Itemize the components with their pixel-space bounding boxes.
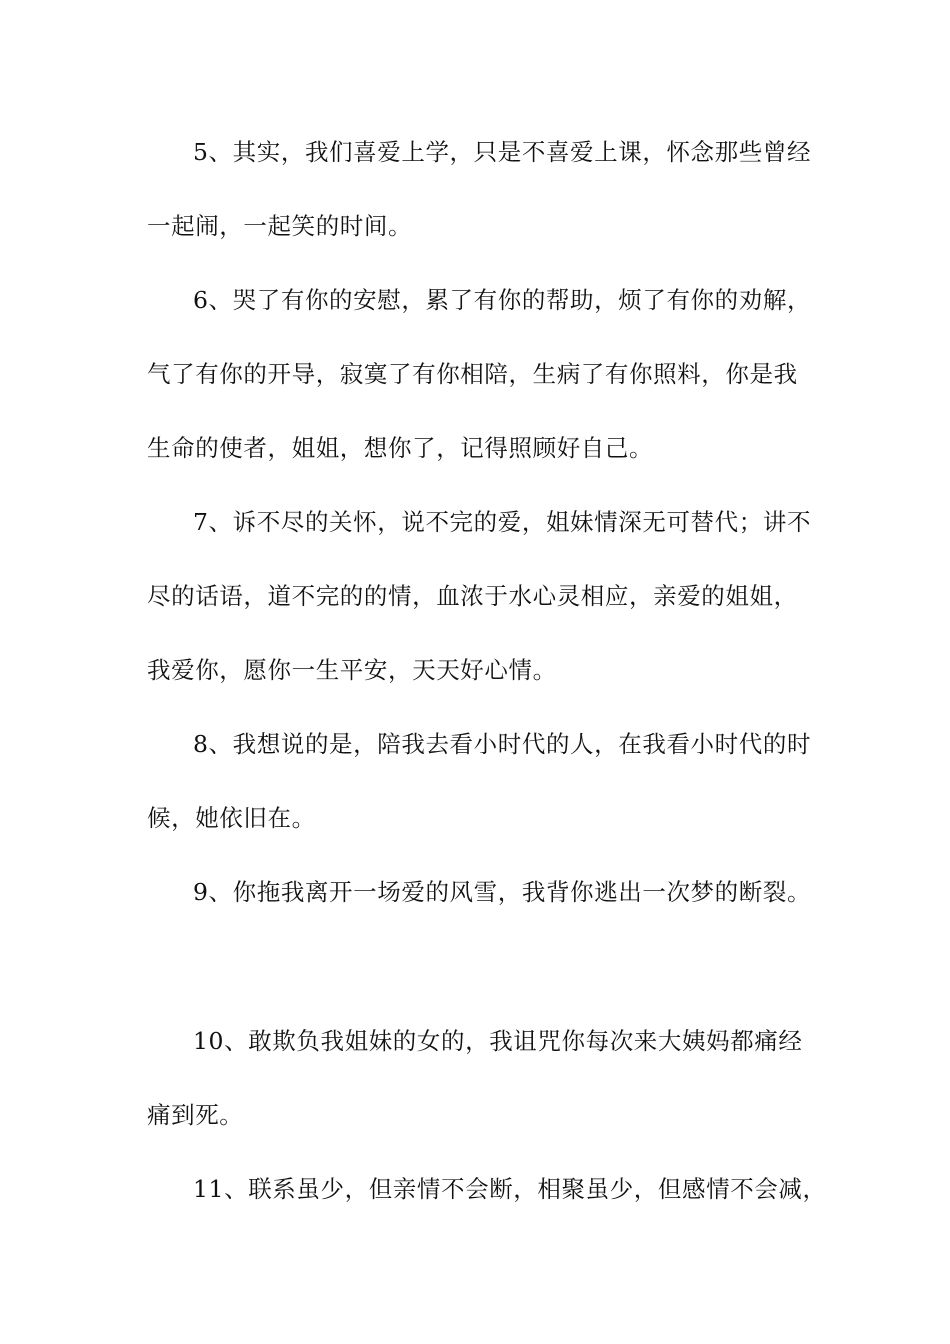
paragraph-10-line-2: 痛到死。 [147, 1101, 244, 1129]
paragraph-5-line-1: 5、其实，我们喜爱上学，只是不喜爱上课，怀念那些曾经 [193, 138, 812, 166]
paragraph-6-line-1: 6、哭了有你的安慰，累了有你的帮助，烦了有你的劝解， [193, 286, 812, 314]
paragraph-6-line-2: 气了有你的开导，寂寞了有你相陪，生病了有你照料，你是我 [147, 360, 798, 388]
paragraph-9-line-1: 9、你拖我离开一场爱的风雪，我背你逃出一次梦的断裂。 [193, 878, 812, 906]
paragraph-8-line-2: 候，她依旧在。 [147, 804, 316, 832]
paragraph-7-line-2: 尽的话语，道不完的的情，血浓于水心灵相应，亲爱的姐姐， [147, 582, 798, 610]
paragraph-10-line-1: 10、敢欺负我姐妹的女的，我诅咒你每次来大姨妈都痛经 [193, 1027, 803, 1055]
paragraph-5-line-2: 一起闹，一起笑的时间。 [147, 212, 413, 240]
paragraph-7-line-1: 7、诉不尽的关怀，说不完的爱，姐妹情深无可替代；讲不 [193, 508, 812, 536]
paragraph-7-line-3: 我爱你，愿你一生平安，天天好心情。 [147, 656, 557, 684]
paragraph-8-line-1: 8、我想说的是，陪我去看小时代的人，在我看小时代的时 [193, 730, 812, 758]
paragraph-6-line-3: 生命的使者，姐姐，想你了，记得照顾好自己。 [147, 434, 654, 462]
paragraph-11-line-1: 11、联系虽少，但亲情不会断，相聚虽少，但感情不会减， [193, 1175, 827, 1203]
